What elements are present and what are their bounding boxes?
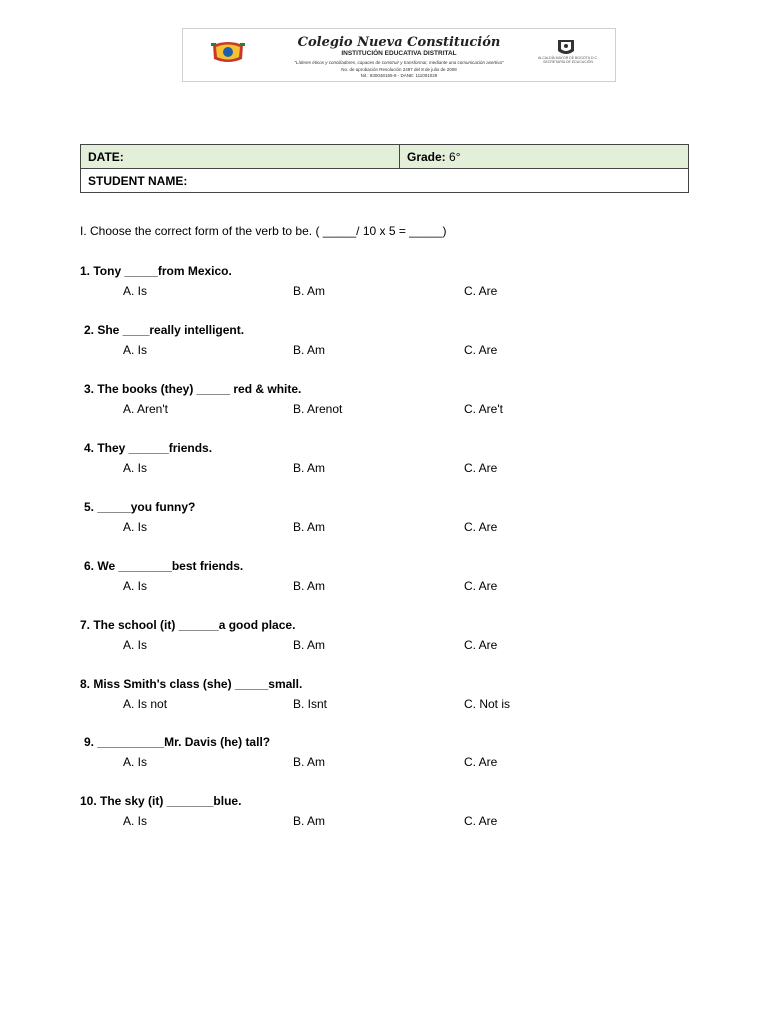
question-3-option-b[interactable]: B. Arenot bbox=[293, 402, 343, 416]
question-8: 8. Miss Smith's class (she) _____small. bbox=[80, 677, 303, 691]
question-2-option-c[interactable]: C. Are bbox=[464, 343, 498, 357]
school-header bbox=[182, 28, 616, 82]
question-2: 2. She ____really intelligent. bbox=[84, 323, 245, 337]
question-4-option-c[interactable]: C. Are bbox=[464, 461, 498, 475]
question-1-option-b[interactable]: B. Am bbox=[293, 284, 326, 298]
question-1: 1. Tony _____from Mexico. bbox=[80, 264, 232, 278]
student-name-label: STUDENT NAME: bbox=[88, 173, 188, 188]
question-5-option-a[interactable]: A. Is bbox=[123, 520, 148, 534]
grade-field bbox=[400, 145, 689, 169]
question-5: 5. _____you funny? bbox=[84, 500, 196, 514]
question-9: 9. __________Mr. Davis (he) tall? bbox=[84, 735, 271, 749]
question-3-option-a[interactable]: A. Aren't bbox=[123, 402, 168, 416]
question-10-option-a[interactable]: A. Is bbox=[123, 814, 148, 828]
question-4-option-a[interactable]: A. Is bbox=[123, 461, 148, 475]
question-7: 7. The school (it) ______a good place. bbox=[80, 618, 296, 632]
question-10-option-c[interactable]: C. Are bbox=[464, 814, 498, 828]
question-3: 3. The books (they) _____ red & white. bbox=[84, 382, 302, 396]
question-2-option-a[interactable]: A. Is bbox=[123, 343, 148, 357]
question-4: 4. They ______friends. bbox=[84, 441, 213, 455]
question-3-option-c[interactable]: C. Are't bbox=[464, 402, 503, 416]
question-6-option-c[interactable]: C. Are bbox=[464, 579, 498, 593]
question-6: 6. We ________best friends. bbox=[84, 559, 244, 573]
question-7-option-b[interactable]: B. Am bbox=[293, 638, 326, 652]
question-5-option-b[interactable]: B. Am bbox=[293, 520, 326, 534]
question-9-option-c[interactable]: C. Are bbox=[464, 755, 498, 769]
seal-caption: ALCALDÍA MAYOR DE BOGOTÁ D.C. SECRETARÍA DE EDUCACIÓN bbox=[537, 56, 599, 64]
question-5-option-c[interactable]: C. Are bbox=[464, 520, 498, 534]
question-7-option-c[interactable]: C. Are bbox=[464, 638, 498, 652]
grade-label: Grade: bbox=[407, 149, 446, 164]
institution-name: INSTITUCIÓN EDUCATIVA DISTRITAL bbox=[341, 50, 457, 57]
question-6-option-a[interactable]: A. Is bbox=[123, 579, 148, 593]
question-1-option-a[interactable]: A. Is bbox=[123, 284, 148, 298]
instructions: I. Choose the correct form of the verb to be. ( _____/ 10 x 5 = _____) bbox=[80, 224, 447, 238]
school-motto: "Líderes éticos y conciliadores, capaces de construir y transformar, mediante una comunicación asertiva" bbox=[294, 60, 504, 65]
question-9-option-b[interactable]: B. Am bbox=[293, 755, 326, 769]
question-8-option-b[interactable]: B. Isnt bbox=[293, 697, 328, 711]
question-8-option-c[interactable]: C. Not is bbox=[464, 697, 511, 711]
question-1-option-c[interactable]: C. Are bbox=[464, 284, 498, 298]
question-2-option-b[interactable]: B. Am bbox=[293, 343, 326, 357]
student-name-field[interactable] bbox=[81, 169, 689, 193]
date-label: DATE: bbox=[88, 149, 124, 164]
question-7-option-a[interactable]: A. Is bbox=[123, 638, 148, 652]
question-8-option-a[interactable]: A. Is not bbox=[123, 697, 168, 711]
resolution-line: No. de aprobación Resolución 2497 del 8 de julio de 2008 bbox=[341, 67, 457, 72]
school-name: Colegio Nueva Constitución bbox=[297, 35, 501, 50]
question-10: 10. The sky (it) _______blue. bbox=[80, 794, 242, 808]
nit-line: Nit.: 830048165-8 - DANE: 111001029 bbox=[360, 73, 438, 78]
question-10-option-b[interactable]: B. Am bbox=[293, 814, 326, 828]
student-info-table bbox=[80, 144, 689, 193]
question-9-option-a[interactable]: A. Is bbox=[123, 755, 148, 769]
date-field[interactable] bbox=[81, 145, 400, 169]
question-6-option-b[interactable]: B. Am bbox=[293, 579, 326, 593]
question-4-option-b[interactable]: B. Am bbox=[293, 461, 326, 475]
grade-value: 6° bbox=[449, 149, 461, 164]
city-seal-logo bbox=[546, 37, 586, 73]
